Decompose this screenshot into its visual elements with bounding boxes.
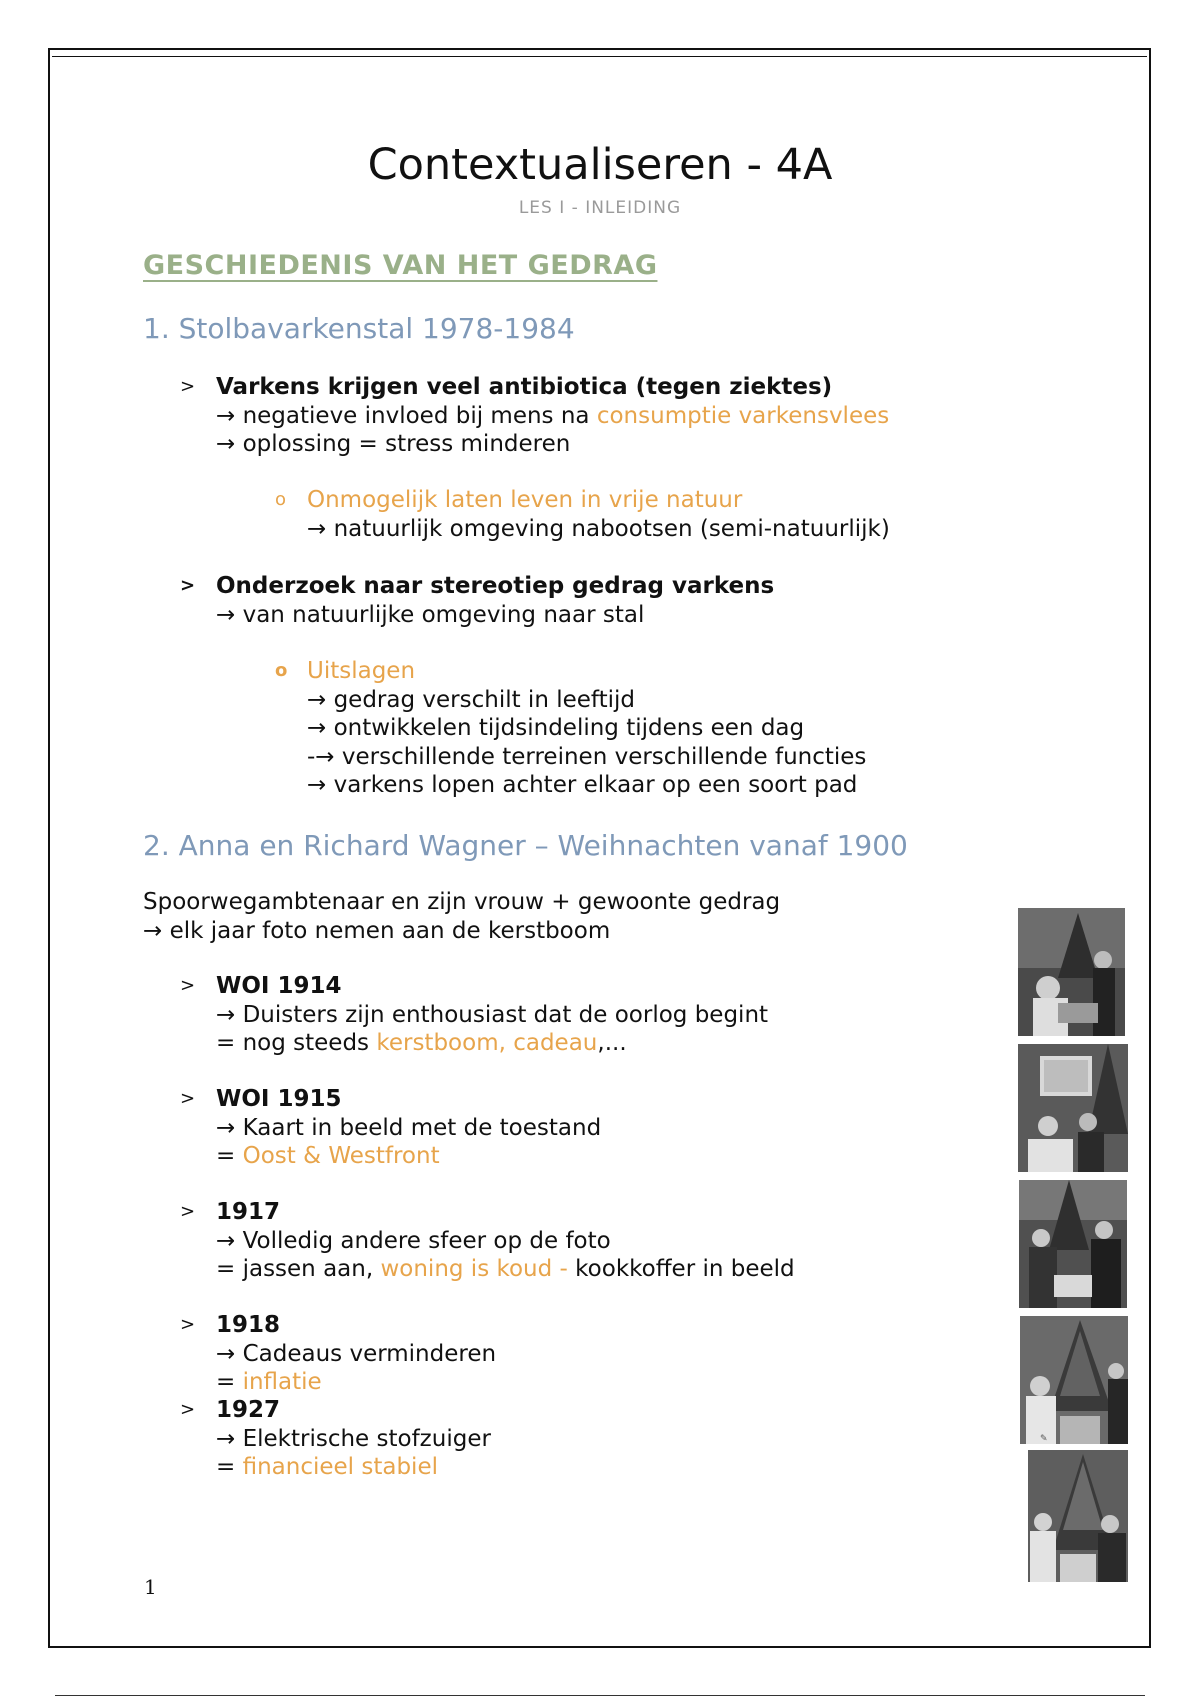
bullet-arrow-marker: >: [180, 1399, 196, 1420]
bullet-line: → oplossing = stress minderen: [216, 431, 571, 457]
highlight-text: consumptie varkensvlees: [596, 402, 890, 429]
bullet-arrow-marker: >: [180, 376, 196, 397]
photo-1918: [1020, 1316, 1128, 1444]
intro-paragraph: [143, 888, 780, 945]
bullet-head: 1918: [216, 1312, 281, 1338]
bullet-line: = inflatie: [216, 1369, 322, 1395]
bullet-arrow-marker: >: [180, 975, 196, 996]
bullet-head: Varkens krijgen veel antibiotica (tegen ziektes): [216, 374, 833, 400]
bullet-head: Onderzoek naar stereotiep gedrag varkens: [216, 573, 775, 599]
bullet-line: → negatieve invloed bij mens na consumptie varkensvlees: [216, 402, 890, 429]
highlight-text: woning is koud -: [380, 1256, 576, 1282]
highlight-text: kerstboom, cadeau: [376, 1030, 598, 1056]
heading-part-2: 2. Anna en Richard Wagner – Weihnachten vanaf 1900: [143, 829, 908, 862]
bullet-arrow-marker: >: [180, 1314, 196, 1335]
photo-1915: [1018, 1044, 1128, 1172]
sub-bullet-head: Onmogelijk laten leven in vrije natuur: [307, 487, 743, 513]
bullet-line: = jassen aan, woning is koud - kookkoffer in beeld: [216, 1256, 795, 1282]
bullet-head: WOI 1914: [216, 973, 342, 999]
bullet-line: → Volledig andere sfeer op de foto: [216, 1227, 611, 1254]
sub-bullet-line: -→ verschillende terreinen verschillende functies: [307, 743, 867, 770]
highlight-text: financieel stabiel: [242, 1454, 438, 1480]
bullet-arrow-marker: >: [180, 575, 196, 596]
bottom-rule: [55, 1695, 1145, 1696]
bullet-line: → Elektrische stofzuiger: [216, 1425, 491, 1452]
circle-marker: o: [275, 660, 288, 681]
bullet-line: → Kaart in beeld met de toestand: [216, 1114, 602, 1141]
bullet-head: 1927: [216, 1397, 281, 1423]
bullet-line: = nog steeds kerstboom, cadeau,...: [216, 1030, 627, 1056]
sub-bullet-line: → varkens lopen achter elkaar op een soort pad: [307, 772, 858, 798]
page-number: 1: [144, 1575, 157, 1599]
bullet-arrow-marker: >: [180, 1088, 196, 1109]
photo-1914: [1018, 908, 1125, 1036]
heading-part-1: 1. Stolbavarkenstal 1978-1984: [143, 312, 575, 345]
sub-bullet-line: → ontwikkelen tijdsindeling tijdens een dag: [307, 715, 805, 741]
sub-bullet-line: → gedrag verschilt in leeftijd: [307, 686, 635, 713]
bullet-arrow-marker: >: [180, 1201, 196, 1222]
bullet-head: WOI 1915: [216, 1086, 342, 1112]
bullet-line: → Duisters zijn enthousiast dat de oorlog begint: [216, 1001, 769, 1028]
highlight-text: Oost & Westfront: [242, 1143, 440, 1169]
page-subtitle: LES I - INLEIDING: [518, 198, 682, 218]
intro-line: → elk jaar foto nemen aan de kerstboom: [143, 917, 611, 944]
section-heading: GESCHIEDENIS VAN HET GEDRAG: [143, 250, 658, 281]
bullet-line: → Cadeaus verminderen: [216, 1340, 497, 1367]
photo-1927: [1028, 1450, 1128, 1582]
photo-1917: [1019, 1180, 1127, 1308]
bullet-line: = financieel stabiel: [216, 1454, 438, 1480]
highlight-text: inflatie: [242, 1369, 322, 1395]
bullet-line: = Oost & Westfront: [216, 1143, 440, 1169]
circle-marker: o: [275, 489, 287, 510]
sub-bullet-line: → natuurlijk omgeving nabootsen (semi-natuurlijk): [307, 515, 890, 542]
bullet-line: → van natuurlijke omgeving naar stal: [216, 601, 645, 628]
bullet-head: 1917: [216, 1199, 281, 1225]
photo-caption-icon: ✎: [1040, 1434, 1048, 1444]
intro-line: Spoorwegambtenaar en zijn vrouw + gewoonte gedrag: [143, 889, 781, 915]
page-title: Contextualiseren - 4A: [367, 140, 833, 190]
sub-bullet-head: Uitslagen: [307, 658, 416, 684]
frame-top-rule: [52, 56, 1147, 57]
